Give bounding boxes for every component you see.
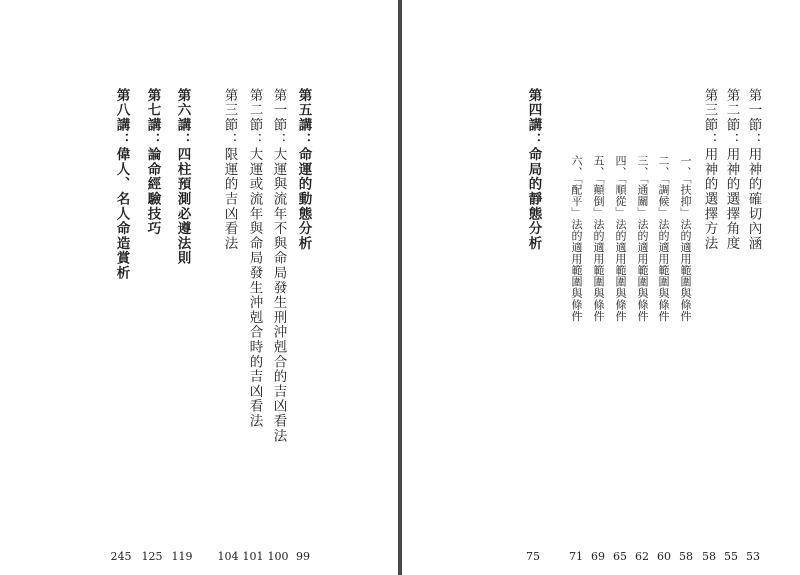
toc-entry-section-5-1: 第一節：大運與流年不與命局發生刑沖剋合的吉凶看法 bbox=[270, 88, 287, 444]
page-number: 75 bbox=[526, 550, 540, 563]
page-number: 62 bbox=[635, 550, 649, 563]
toc-entry-section-1: 第一節：用神的確切內涵 bbox=[745, 88, 762, 251]
toc-entry-section-5-2: 第二節：大運或流年與命局發生沖剋合時的吉凶看法 bbox=[246, 88, 263, 429]
page-number: 101 bbox=[242, 550, 264, 563]
page-number: 245 bbox=[110, 550, 132, 563]
toc-entry-subsection-1: 一、「扶抑」法的適用範圍與條件 bbox=[679, 155, 692, 322]
page-number: 65 bbox=[613, 550, 627, 563]
right-page bbox=[402, 0, 800, 575]
toc-entry-subsection-2: 二、「調候」法的適用範圍與條件 bbox=[657, 155, 670, 322]
toc-entry-chapter-5: 第五講：命運的動態分析 bbox=[295, 88, 312, 251]
toc-entry-section-2: 第二節：用神的選擇角度 bbox=[723, 88, 740, 251]
toc-entry-section-5-3: 第三節：限運的吉凶看法 bbox=[221, 88, 238, 251]
page-number: 69 bbox=[591, 550, 605, 563]
page-number: 100 bbox=[267, 550, 289, 563]
toc-entry-chapter-4: 第四講：命局的靜態分析 bbox=[525, 88, 542, 251]
toc-entry-subsection-5: 五、「顛倒」法的適用範圍與條件 bbox=[592, 155, 605, 322]
page-number: 104 bbox=[217, 550, 239, 563]
page-number: 119 bbox=[171, 550, 193, 563]
toc-entry-chapter-8: 第八講：偉人、名人命造賞析 bbox=[113, 88, 130, 281]
toc-entry-subsection-6: 六、「配平」法的適用範圍與條件 bbox=[570, 155, 583, 322]
toc-entry-section-3: 第三節：用神的選擇方法 bbox=[701, 88, 718, 251]
page-number: 58 bbox=[702, 550, 716, 563]
page-number: 71 bbox=[569, 550, 583, 563]
page-number: 99 bbox=[296, 550, 310, 563]
toc-entry-chapter-6: 第六講：四柱預測必遵法則 bbox=[174, 88, 191, 266]
page-number: 55 bbox=[724, 550, 738, 563]
toc-entry-subsection-4: 四、「順從」法的適用範圍與條件 bbox=[614, 155, 627, 322]
page-number: 53 bbox=[746, 550, 760, 563]
page-number: 125 bbox=[141, 550, 163, 563]
toc-entry-subsection-3: 三、「通關」法的適用範圍與條件 bbox=[636, 155, 649, 322]
page-number: 60 bbox=[657, 550, 671, 563]
page-number: 58 bbox=[679, 550, 693, 563]
toc-entry-chapter-7: 第七講：論命經驗技巧 bbox=[144, 88, 161, 236]
